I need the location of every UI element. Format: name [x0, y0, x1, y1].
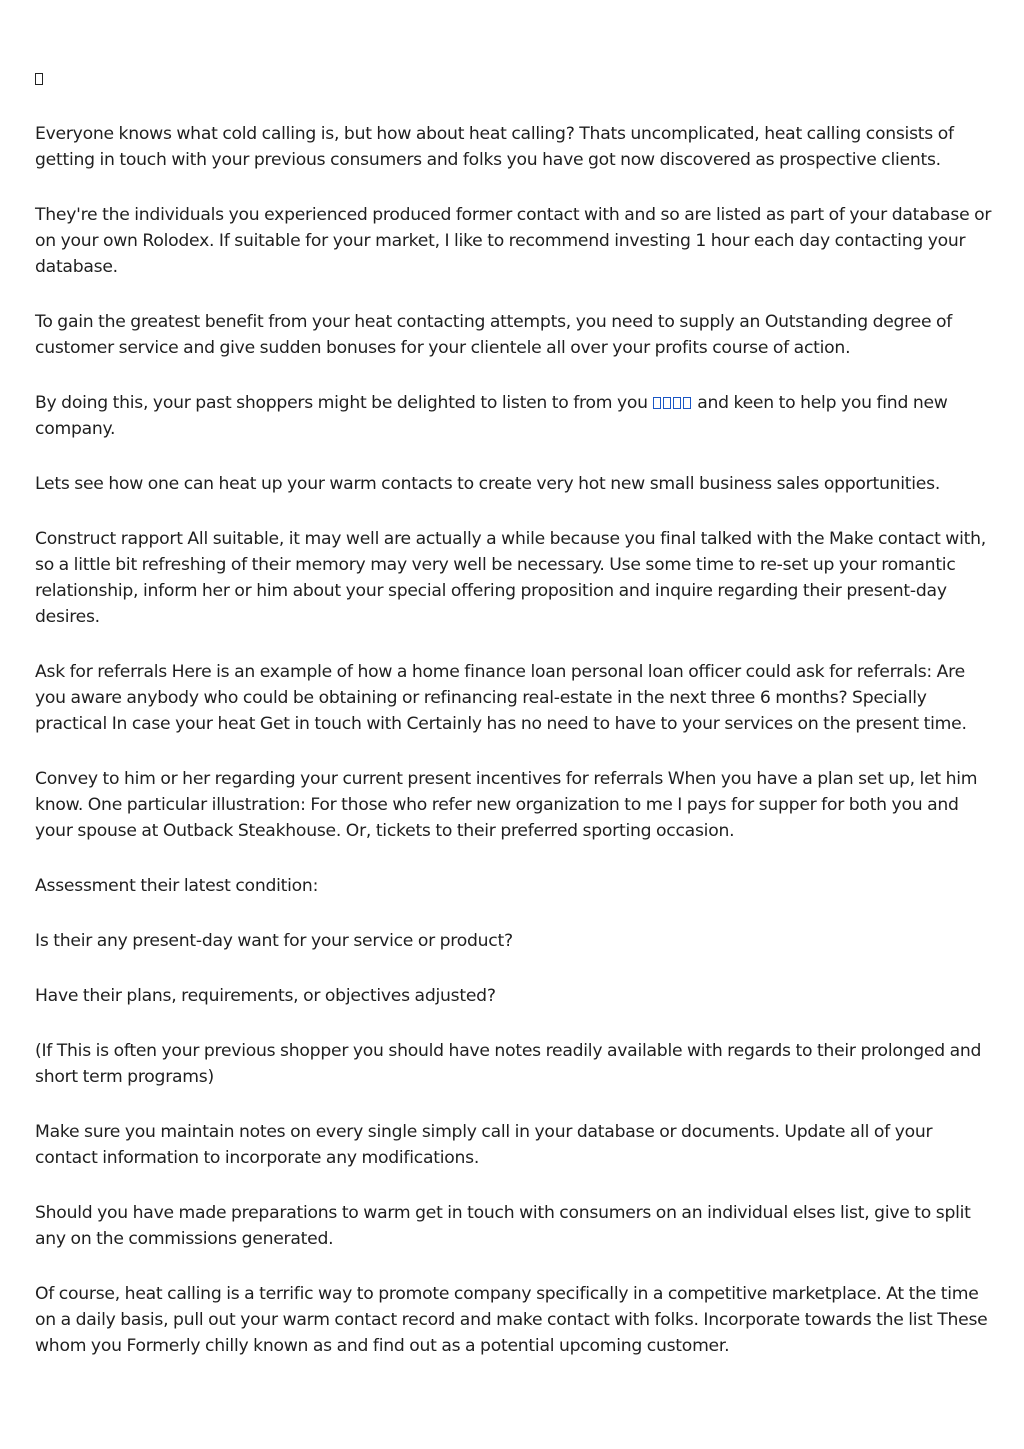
paragraph-8: Convey to him or her regarding your current present incentives for referrals When you have a plan set up, let him know. One particular illustration: For those who refer new organization to me I pays for supper for both you and your spouse at Outback Steakhouse. Or, tickets to their preferred sporting occasion.	[35, 769, 978, 841]
paragraph-4-text-before: By doing this, your past shoppers might be delighted to listen to from you	[35, 393, 653, 413]
paragraph-12: (If This is often your previous shopper you should have notes readily available with regards to their prolonged and short term programs)	[35, 1041, 982, 1087]
missing-glyph-box	[35, 73, 43, 85]
paragraph-11: Have their plans, requirements, or objectives adjusted?	[35, 986, 496, 1006]
paragraph-4-text-after: and keen to help you find new company.	[35, 393, 948, 439]
paragraph-13: Make sure you maintain notes on every single simply call in your database or documents. Update all of your contact information to incorporate any modifications.	[35, 1122, 933, 1168]
paragraph-9: Assessment their latest condition:	[35, 876, 319, 896]
article-body	[35, 66, 995, 1388]
paragraph-2: They're the individuals you experienced produced former contact with and so are listed as part of your database or on your own Rolodex. If suitable for your market, I like to recommend investing 1 hour each day contacting your database.	[35, 205, 992, 277]
paragraph-1: Everyone knows what cold calling is, but how about heat calling? Thats uncomplicated, heat calling consists of getting in touch with your previous consumers and folks you have got now discovered as prospective clients.	[35, 124, 954, 170]
paragraph-15: Of course, heat calling is a terrific way to promote company specifically in a competitive marketplace. At the time on a daily basis, pull out your warm contact record and make contact with folks. Incorporate towards the list These whom you Formerly chilly known as and find out as a potential upcoming customer.	[35, 1284, 988, 1356]
link-glyph-icon	[673, 397, 681, 409]
link-glyph-icon	[683, 397, 691, 409]
link-glyph-icon	[663, 397, 671, 409]
paragraph-6: Construct rapport All suitable, it may well are actually a while because you final talked with the Make contact with, so a little bit refreshing of their memory may very well be necessary. Use some time to re-set up your romantic relationship, inform her or him about your special offering proposition and inquire regarding their present-day desires.	[35, 529, 986, 627]
missing-glyph-icon	[35, 66, 995, 92]
paragraph-14: Should you have made preparations to warm get in touch with consumers on an individual elses list, give to split any on the commissions generated.	[35, 1203, 971, 1249]
link-glyph-icon	[653, 397, 661, 409]
inline-link[interactable]	[653, 393, 693, 413]
paragraph-7: Ask for referrals Here is an example of how a home finance loan personal loan officer could ask for referrals: Are you aware anybody who could be obtaining or refinancing real-estate in the next three 6 months? Specially practical In case your heat Get in touch with Certainly has no need to have to your services on the present time.	[35, 662, 967, 734]
paragraph-3: To gain the greatest benefit from your heat contacting attempts, you need to supply an Outstanding degree of customer service and give sudden bonuses for your clientele all over your profits course of action.	[35, 312, 953, 358]
paragraph-4	[35, 390, 995, 442]
paragraph-5: Lets see how one can heat up your warm contacts to create very hot new small business sales opportunities.	[35, 474, 941, 494]
paragraph-10: Is their any present-day want for your service or product?	[35, 931, 513, 951]
